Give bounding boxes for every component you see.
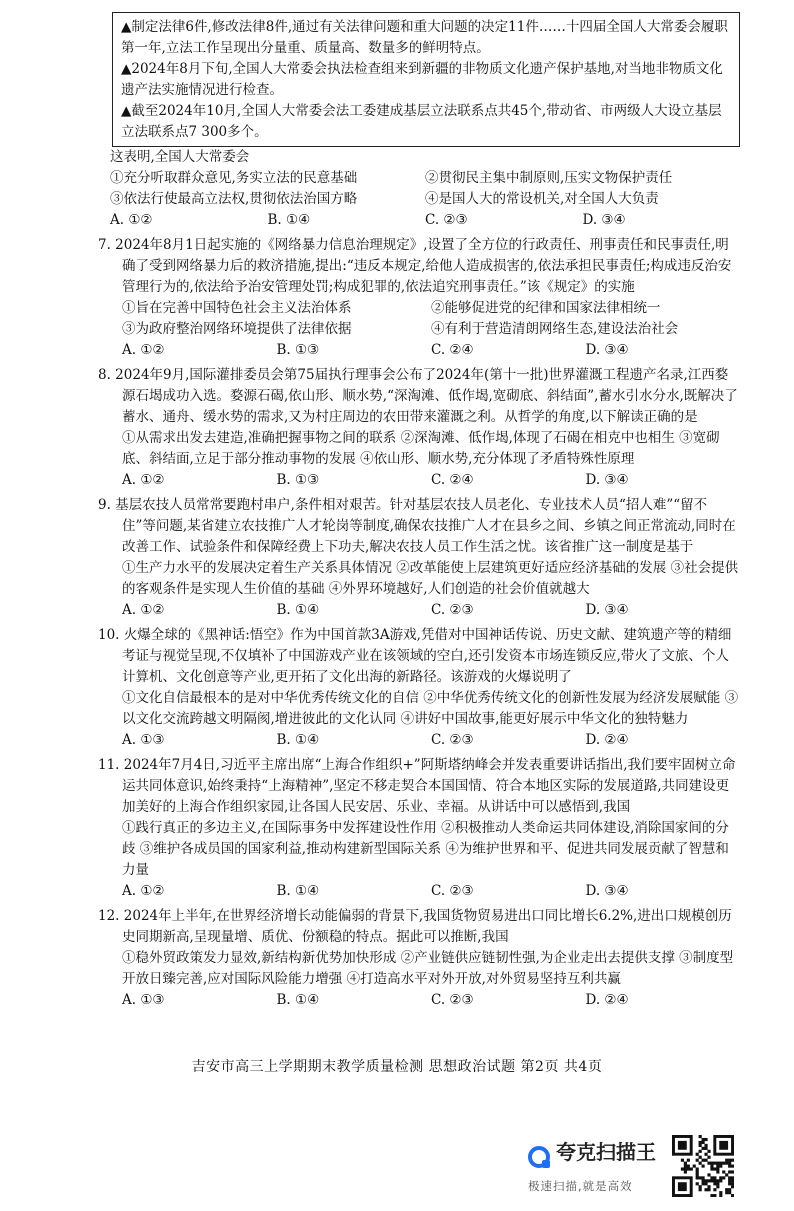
question-9 bbox=[98, 495, 740, 621]
material-box bbox=[112, 12, 740, 147]
choice-d: D. ②④ bbox=[585, 992, 629, 1008]
scanner-watermark bbox=[520, 1138, 670, 1198]
question-12 bbox=[98, 906, 740, 1011]
question-stem: 7. 2024年8月1日起实施的《网络暴力信息治理规定》,设置了全方位的行政责任、刑事责任和民事责任,明确了受到网络暴力后的救济措施,提出:“违反本规定,给他人造成损害的,依法承担民事责任;构成违反治安管理行为的,依法给予治安管理处罚;构成犯罪的,依法追究刑事责任。”该《规定》的实施 bbox=[98, 237, 732, 295]
question-8 bbox=[98, 365, 740, 491]
choice-c: C. ②④ bbox=[431, 472, 474, 488]
choice-a: A. ①② bbox=[110, 212, 153, 228]
question-options: ①稳外贸政策发力显效,新结构新优势加快形成 ②产业链供应链韧性强,为企业走出去提供支撑 ③制度型开放日臻完善,应对国际风险能力增强 ④打造高水平对外开放,对外贸易坚持互利共赢 bbox=[122, 950, 734, 987]
qr-code-icon bbox=[672, 1135, 734, 1197]
choice-a: A. ①③ bbox=[122, 992, 165, 1008]
option-1: ①旨在完善中国特色社会主义法治体系 bbox=[122, 300, 352, 316]
choice-c: C. ②③ bbox=[431, 992, 474, 1008]
choice-d: D. ③④ bbox=[585, 883, 629, 899]
choice-b: B. ①④ bbox=[276, 883, 320, 899]
choice-c: C. ②③ bbox=[431, 732, 474, 748]
choice-d: D. ③④ bbox=[582, 212, 626, 228]
choice-d: D. ③④ bbox=[585, 342, 629, 358]
choice-a: A. ①② bbox=[122, 602, 165, 618]
choice-d: D. ③④ bbox=[585, 602, 629, 618]
choice-b: B. ①③ bbox=[276, 342, 320, 358]
material-line: ▲制定法律6件,修改法律8件,通过有关法律问题和重大问题的决定11件……十四届全国人大常委会履职第一年,立法工作呈现出分量重、质量高、数量多的鲜明特点。 bbox=[121, 19, 728, 56]
option-3: ③依法行使最高立法权,贯彻依法治国方略 bbox=[110, 191, 358, 207]
choice-c: C. ②③ bbox=[431, 602, 474, 618]
material-line: ▲截至2024年10月,全国人大常委会法工委建成基层立法联系点共45个,带动省、市两级人大设立基层立法联系点7 300多个。 bbox=[121, 103, 722, 140]
question-10 bbox=[98, 625, 740, 751]
option-2: ②能够促进党的纪律和国家法律相统一 bbox=[431, 300, 661, 316]
choice-a: A. ①② bbox=[122, 342, 165, 358]
brand-name: 夸克扫描王 bbox=[556, 1140, 656, 1164]
choice-c: C. ②③ bbox=[425, 212, 468, 228]
question-stem: 10. 火爆全球的《黑神话:悟空》作为中国首款3A游戏,凭借对中国神话传说、历史文献、建筑遗产等的精细考证与视觉呈现,不仅填补了中国游戏产业在该领域的空白,还引发资本市场连锁反应,带火了文旅、个人计算机、文化创意等产业,更开拓了文化出海的新路径。该游戏的火爆说明了 bbox=[98, 627, 732, 685]
choice-a: A. ①② bbox=[122, 472, 165, 488]
question-stem: 9. 基层农技人员常常要跑村串户,条件相对艰苦。针对基层农技人员老化、专业技术人员“招人难”“留不住”等问题,某省建立农技推广人才轮岗等制度,确保农技推广人才在县乡之间、乡镇之间正常流动,同时在改善工作、试验条件和保障经费上下功夫,解决农技人员工作生活之忧。该省推广这一制度是基于 bbox=[98, 497, 736, 555]
material-line: ▲2024年8月下旬,全国人大常委会执法检查组来到新疆的非物质文化遗产保护基地,对当地非物质文化遗产法实施情况进行检查。 bbox=[121, 61, 723, 98]
quark-logo-icon bbox=[528, 1146, 550, 1168]
option-4: ④是国人大的常设机关,对全国人大负责 bbox=[425, 191, 659, 207]
question-7 bbox=[98, 235, 740, 361]
question-stem: 8. 2024年9月,国际灌排委员会第75届执行理事会公布了2024年(第十一批)世界灌溉工程遗产名录,江西婺源石堨成功入选。婺源石碣,依山形、顺水势,“深淘滩、低作堨,宽砌底、斜结面”,蓄水引水分水,既解决了蓄水、通舟、缓水势的需求,又为村庄周边的农田带来灌溉之利。从哲学的角度,以下解读正确的是 bbox=[98, 367, 738, 425]
choice-a: A. ①② bbox=[122, 883, 165, 899]
question-stem: 11. 2024年7月4日,习近平主席出席“上海合作组织+”阿斯塔纳峰会并发表重要讲话指出,我们要牢固树立命运共同体意识,始终秉持“上海精神”,坚定不移走契合本国国情、符合本地区实际的发展道路,共同建设更加美好的上海合作组织家园,让各国人民安居、乐业、幸福。从讲话中可以感悟到,我国 bbox=[98, 757, 736, 815]
question-6 bbox=[98, 147, 740, 231]
option-4: ④有利于营造清朗网络生态,建设法治社会 bbox=[431, 321, 679, 337]
question-options: ①生产力水平的发展决定着生产关系具体情况 ②改革能使上层建筑更好适应经济基础的发展 ③社会提供的客观条件是实现人生价值的基础 ④外界环境越好,人们创造的社会价值就越大 bbox=[122, 560, 739, 597]
choice-b: B. ①③ bbox=[276, 472, 320, 488]
choice-b: B. ①④ bbox=[276, 602, 320, 618]
choice-d: D. ②④ bbox=[585, 732, 629, 748]
option-1: ①充分听取群众意见,务实立法的民意基础 bbox=[110, 170, 358, 186]
choice-d: D. ③④ bbox=[585, 472, 629, 488]
page-footer: 吉安市高三上学期期末教学质量检测 思想政治试题 第2页 共4页 bbox=[191, 1059, 603, 1075]
question-stem: 12. 2024年上半年,在世界经济增长动能偏弱的背景下,我国货物贸易进出口同比增长6.2%,进出口规模创历史同期新高,呈现量增、质优、份额稳的特点。据此可以推断,我国 bbox=[98, 908, 732, 945]
exam-page bbox=[98, 12, 740, 1011]
brand-slogan: 极速扫描,就是高效 bbox=[528, 1179, 633, 1193]
question-options: ①践行真正的多边主义,在国际事务中发挥建设性作用 ②积极推动人类命运共同体建设,消除国家间的分歧 ③维护各成员国的国家利益,推动构建新型国际关系 ④为维护世界和平、促进共同发展贡献了智慧和力量 bbox=[122, 820, 729, 878]
question-options: ①从需求出发去建造,准确把握事物之间的联系 ②深淘滩、低作堨,体现了石碣在相克中也相生 ③宽砌底、斜结面,立足于部分推动事物的发展 ④依山形、顺水势,充分体现了矛盾特殊性原理 bbox=[122, 430, 720, 467]
question-11 bbox=[98, 755, 740, 902]
question-stem: 这表明,全国人大常委会 bbox=[110, 149, 250, 165]
question-options: ①文化自信最根本的是对中华优秀传统文化的自信 ②中华优秀传统文化的创新性发展为经济发展赋能 ③以文化交流跨越文明隔阂,增进彼此的文化认同 ④讲好中国故事,能更好展示中华文化的独特魅力 bbox=[122, 690, 739, 727]
choice-c: C. ②③ bbox=[431, 883, 474, 899]
choice-b: B. ①④ bbox=[267, 212, 311, 228]
choice-b: B. ①④ bbox=[276, 732, 320, 748]
choice-a: A. ①③ bbox=[122, 732, 165, 748]
choice-c: C. ②④ bbox=[431, 342, 474, 358]
choice-b: B. ①④ bbox=[276, 992, 320, 1008]
option-3: ③为政府整治网络环境提供了法律依据 bbox=[122, 321, 352, 337]
option-2: ②贯彻民主集中制原则,压实文物保护责任 bbox=[425, 170, 673, 186]
